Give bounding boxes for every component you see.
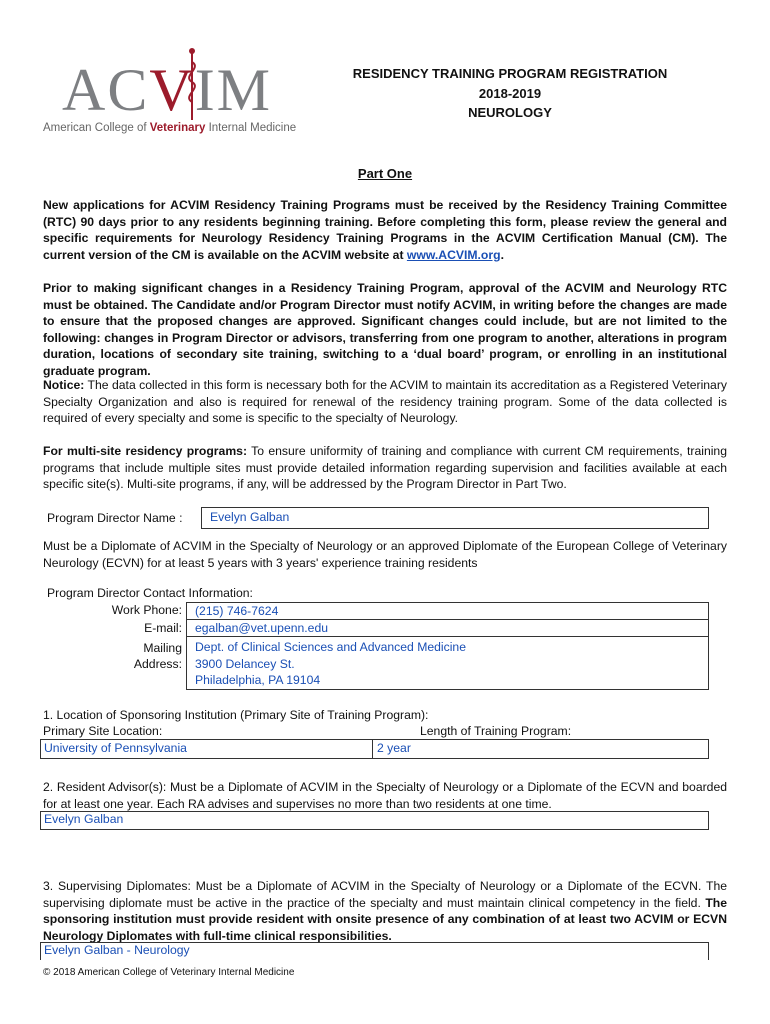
- form-title: RESIDENCY TRAINING PROGRAM REGISTRATION: [352, 66, 668, 81]
- mailing-label: Mailing: [143, 641, 182, 655]
- address-line1[interactable]: Dept. of Clinical Sciences and Advanced Medicine: [195, 640, 466, 654]
- part-label: Part One: [357, 166, 413, 181]
- logo-wordmark: ACVIM: [62, 57, 273, 123]
- program-director-value: Evelyn Galban: [210, 510, 290, 524]
- contact-heading: Program Director Contact Information:: [47, 586, 253, 600]
- supervising-diplomates-value: Evelyn Galban - Neurology: [44, 943, 190, 957]
- email-label: E-mail:: [144, 621, 182, 635]
- program-director-requirement: Must be a Diplomate of ACVIM in the Specialty of Neurology or an approved Diplomate of the European College of Veterinary Neurology (ECVN) for at least 5 years with 3 years' experience training residents: [43, 539, 727, 570]
- work-phone-label: Work Phone:: [111, 603, 182, 617]
- primary-site-value[interactable]: University of Pennsylvania: [44, 741, 187, 755]
- program-length-value[interactable]: 2 year: [377, 741, 411, 755]
- section2-text: 2. Resident Advisor(s): Must be a Diplomate of ACVIM in the Specialty of Neurology or a Diplomate of the ECVN and boarded for at least one year. Each RA advises and supervises no more than two residents at one time.: [43, 780, 727, 811]
- email-value[interactable]: egalban@vet.upenn.edu: [195, 621, 329, 635]
- changes-paragraph: Prior to making significant changes in a Residency Training Program, approval of the ACVIM and Neurology RTC must be obtained. The Candidate and/or Program Director must notify ACVIM, in writing before the changes are made to ensure that the proposed changes are approved. Significant changes could include, but are not limited to the following: changes in Program Director or advisors, transferring from one program to another, alterations in program duration, locations of secondary site training, switching to a ‘dual board’ program, or enrolling in an institutional graduate program.: [43, 281, 727, 378]
- primary-site-label: Primary Site Location:: [43, 724, 163, 738]
- section1-fields: [40, 739, 709, 759]
- work-phone-value[interactable]: (215) 746-7624: [195, 604, 279, 618]
- program-director-field[interactable]: [201, 507, 709, 529]
- length-label: Length of Training Program:: [420, 724, 572, 738]
- address-line3[interactable]: Philadelphia, PA 19104: [195, 673, 321, 687]
- program-director-label: Program Director Name :: [47, 511, 183, 525]
- section1-heading: 1. Location of Sponsoring Institution (Primary Site of Training Program):: [43, 708, 429, 722]
- intro-paragraph: New applications for ACVIM Residency Training Programs must be received by the Residency Training Committee (RTC) 90 days prior to any residents beginning training. Before completing this form, please review the general and specific requirements for Neurology Residency Training Programs in the ACVIM Certification Manual (CM). The current version of the CM is available on the ACVIM website at www.ACVIM.org.: [43, 198, 727, 262]
- logo-subtitle: American College of Veterinary Internal Medicine: [43, 122, 297, 134]
- form-year: 2018-2019: [478, 86, 542, 101]
- notice-paragraph: Notice: The data collected in this form is necessary both for the ACVIM to maintain its accreditation as a Registered Veterinary Specialty Organization and also is required for renewal of the residency training program. Some of the data collected is required of every specialty and some is specific to the specialty of Neurology.: [43, 378, 727, 425]
- address-label: Address:: [133, 657, 182, 671]
- multisite-paragraph: For multi-site residency programs: To ensure uniformity of training and compliance with current CM requirements, training programs that include multiple sites must provide detailed information regarding supervision and facilities available at each specific site(s). Multi-site programs, if any, will be addressed by the Program Director in Part Two.: [43, 444, 727, 491]
- resident-advisor-field[interactable]: [40, 811, 709, 830]
- acvim-logo: [38, 46, 297, 146]
- copyright-footer: © 2018 American College of Veterinary Internal Medicine: [43, 967, 295, 978]
- contact-box: [186, 602, 709, 690]
- address-line2[interactable]: 3900 Delancey St.: [195, 657, 295, 671]
- caduceus-icon: [180, 46, 204, 124]
- resident-advisor-value: Evelyn Galban: [44, 812, 124, 826]
- form-specialty: NEUROLOGY: [468, 105, 552, 120]
- acvim-website-link[interactable]: www.ACVIM.org: [406, 247, 501, 262]
- section3-text: 3. Supervising Diplomates: Must be a Diplomate of ACVIM in the Specialty of Neurology or a Diplomate of the ECVN. The supervising diplomate must be active in the practice of the specialty and must maintain clinical competency in the field. The sponsoring institution must provide resident with onsite presence of any combination of at least two ACVIM or ECVN Neurology Diplomates with full-time clinical responsibilities.: [43, 879, 727, 943]
- supervising-diplomates-field[interactable]: [40, 942, 709, 960]
